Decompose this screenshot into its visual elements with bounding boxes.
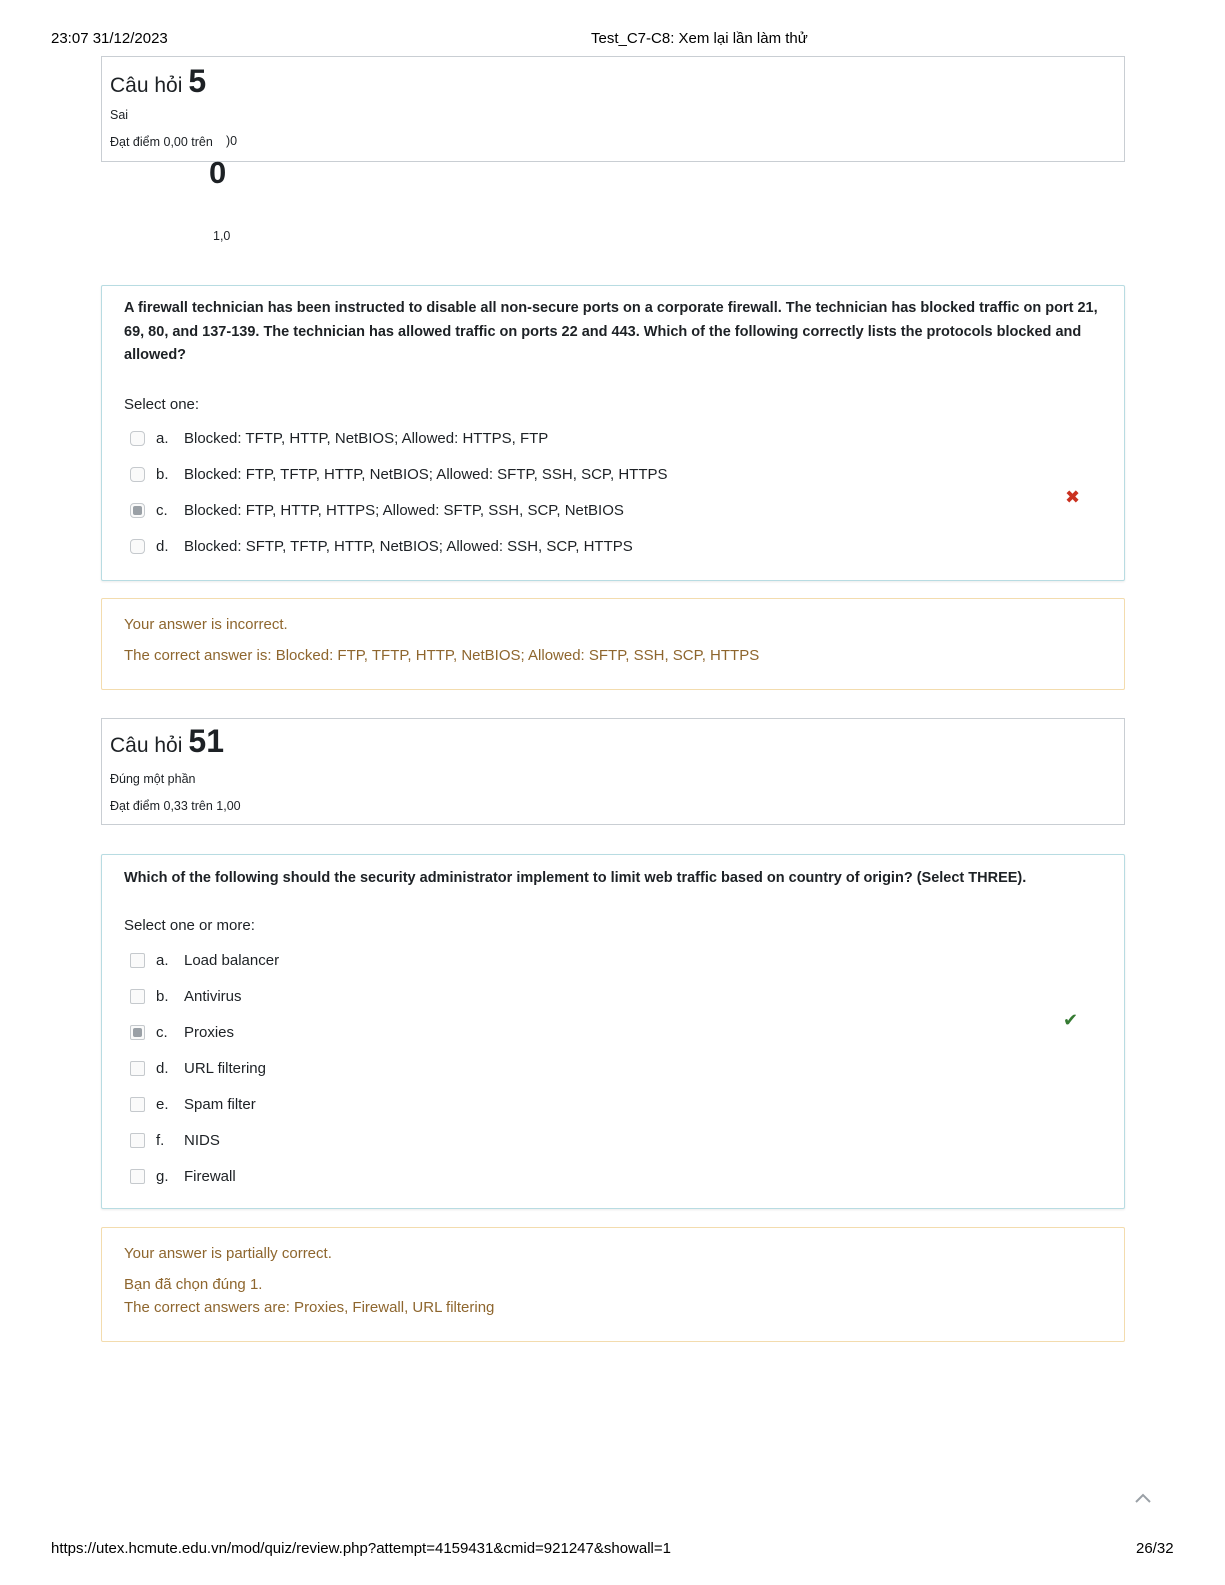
option-text: Antivirus <box>184 987 242 1005</box>
checkbox[interactable] <box>130 1061 145 1076</box>
answer-option-b[interactable] <box>130 456 1090 492</box>
question-number: 5 <box>188 63 207 99</box>
answer-option-c[interactable] <box>130 1014 1090 1050</box>
question-5-state: Sai <box>110 108 129 122</box>
option-text: NIDS <box>184 1131 220 1149</box>
radio-button[interactable] <box>130 467 145 482</box>
question-5-grade: Đạt điểm 0,00 trên <box>110 135 213 149</box>
print-page-title: Test_C7-C8: Xem lại lần làm thử <box>591 30 808 47</box>
option-text: Blocked: FTP, TFTP, HTTP, NetBIOS; Allowed: SFTP, SSH, SCP, HTTPS <box>184 465 668 483</box>
option-letter: a. <box>156 951 169 969</box>
radio-button[interactable] <box>130 503 145 518</box>
question-5-formulation <box>101 285 1125 581</box>
question-5-info <box>101 56 1125 162</box>
checkbox[interactable] <box>130 989 145 1004</box>
option-text: Blocked: FTP, HTTP, HTTPS; Allowed: SFTP, SSH, SCP, NetBIOS <box>184 501 624 519</box>
option-letter: a. <box>156 429 169 447</box>
print-url: https://utex.hcmute.edu.vn/mod/quiz/review.php?attempt=4159431&cmid=921247&showall=1 <box>51 1540 671 1557</box>
answer-option-d[interactable] <box>130 1050 1090 1086</box>
option-letter: b. <box>156 987 169 1005</box>
option-letter: d. <box>156 537 169 555</box>
question-51-answer-list <box>130 942 1090 1194</box>
option-text: Blocked: SFTP, TFTP, HTTP, NetBIOS; Allowed: SSH, SCP, HTTPS <box>184 537 633 555</box>
option-letter: g. <box>156 1167 169 1185</box>
option-letter: c. <box>156 1023 168 1041</box>
checkbox[interactable] <box>130 1169 145 1184</box>
answer-option-e[interactable] <box>130 1086 1090 1122</box>
answer-option-c[interactable] <box>130 492 1090 528</box>
question-5-answer-list <box>130 420 1090 564</box>
question-label: Câu hỏi <box>110 74 183 97</box>
feedback-right-answer: The correct answer is: Blocked: FTP, TFTP, HTTP, NetBIOS; Allowed: SFTP, SSH, SCP, HTTPS <box>124 647 760 664</box>
checkbox[interactable] <box>130 953 145 968</box>
option-text: Load balancer <box>184 951 280 969</box>
answer-option-g[interactable] <box>130 1158 1090 1194</box>
feedback-state: Your answer is partially correct. <box>124 1245 332 1262</box>
grade-overflow-max: 1,0 <box>213 229 231 243</box>
option-letter: d. <box>156 1059 169 1077</box>
question-5-text: A firewall technician has been instructed to disable all non-secure ports on a corporate firewall. The technician has blocked traffic on port 21, 69, 80, and 137-139. The technician has allowed traffic on ports 22 and 443. Which of the following correctly lists the protocols blocked and allowed? <box>124 300 1098 363</box>
radio-button[interactable] <box>130 431 145 446</box>
answer-option-a[interactable] <box>130 420 1090 456</box>
grade-overflow-digit: 0 <box>209 155 227 190</box>
question-51-prompt: Select one or more: <box>124 917 255 934</box>
correct-check-icon: ✔ <box>1063 1010 1079 1030</box>
question-number: 51 <box>188 723 224 759</box>
feedback-state: Your answer is incorrect. <box>124 616 288 633</box>
print-page-number: 26/32 <box>1136 1540 1174 1557</box>
grade-overflow-fragment: )0 <box>226 134 238 148</box>
answer-option-b[interactable] <box>130 978 1090 1014</box>
answer-option-d[interactable] <box>130 528 1090 564</box>
checkbox[interactable] <box>130 1097 145 1112</box>
radio-button[interactable] <box>130 539 145 554</box>
question-51-info <box>101 718 1125 825</box>
question-51-state: Đúng một phần <box>110 772 196 786</box>
question-5-title <box>110 63 206 100</box>
option-text: Firewall <box>184 1167 236 1185</box>
question-51-title <box>110 723 224 760</box>
incorrect-icon: ✖ <box>1065 487 1081 507</box>
question-label: Câu hỏi <box>110 734 183 757</box>
question-5-prompt: Select one: <box>124 396 200 413</box>
option-letter: c. <box>156 501 168 519</box>
option-text: Proxies <box>184 1023 235 1041</box>
checkbox[interactable] <box>130 1025 145 1040</box>
option-text: Blocked: TFTP, HTTP, NetBIOS; Allowed: HTTPS, FTP <box>184 429 549 447</box>
answer-option-f[interactable] <box>130 1122 1090 1158</box>
question-51-grade: Đạt điểm 0,33 trên 1,00 <box>110 799 241 813</box>
option-text: Spam filter <box>184 1095 256 1113</box>
answer-option-a[interactable] <box>130 942 1090 978</box>
option-text: URL filtering <box>184 1059 266 1077</box>
question-51-formulation <box>101 854 1125 1209</box>
print-datetime: 23:07 31/12/2023 <box>51 30 168 47</box>
feedback-right-answer: The correct answers are: Proxies, Firewall, URL filtering <box>124 1299 495 1316</box>
option-letter: e. <box>156 1095 169 1113</box>
option-letter: f. <box>156 1131 165 1149</box>
option-letter: b. <box>156 465 169 483</box>
question-5-feedback <box>101 598 1125 690</box>
feedback-num-correct: Bạn đã chọn đúng 1. <box>124 1276 263 1293</box>
checkbox[interactable] <box>130 1133 145 1148</box>
question-51-feedback <box>101 1227 1125 1342</box>
chevron-up-icon[interactable] <box>1134 1490 1152 1508</box>
question-51-text: Which of the following should the security administrator implement to limit web traffic based on country of origin? (Select THREE). <box>124 870 1027 886</box>
